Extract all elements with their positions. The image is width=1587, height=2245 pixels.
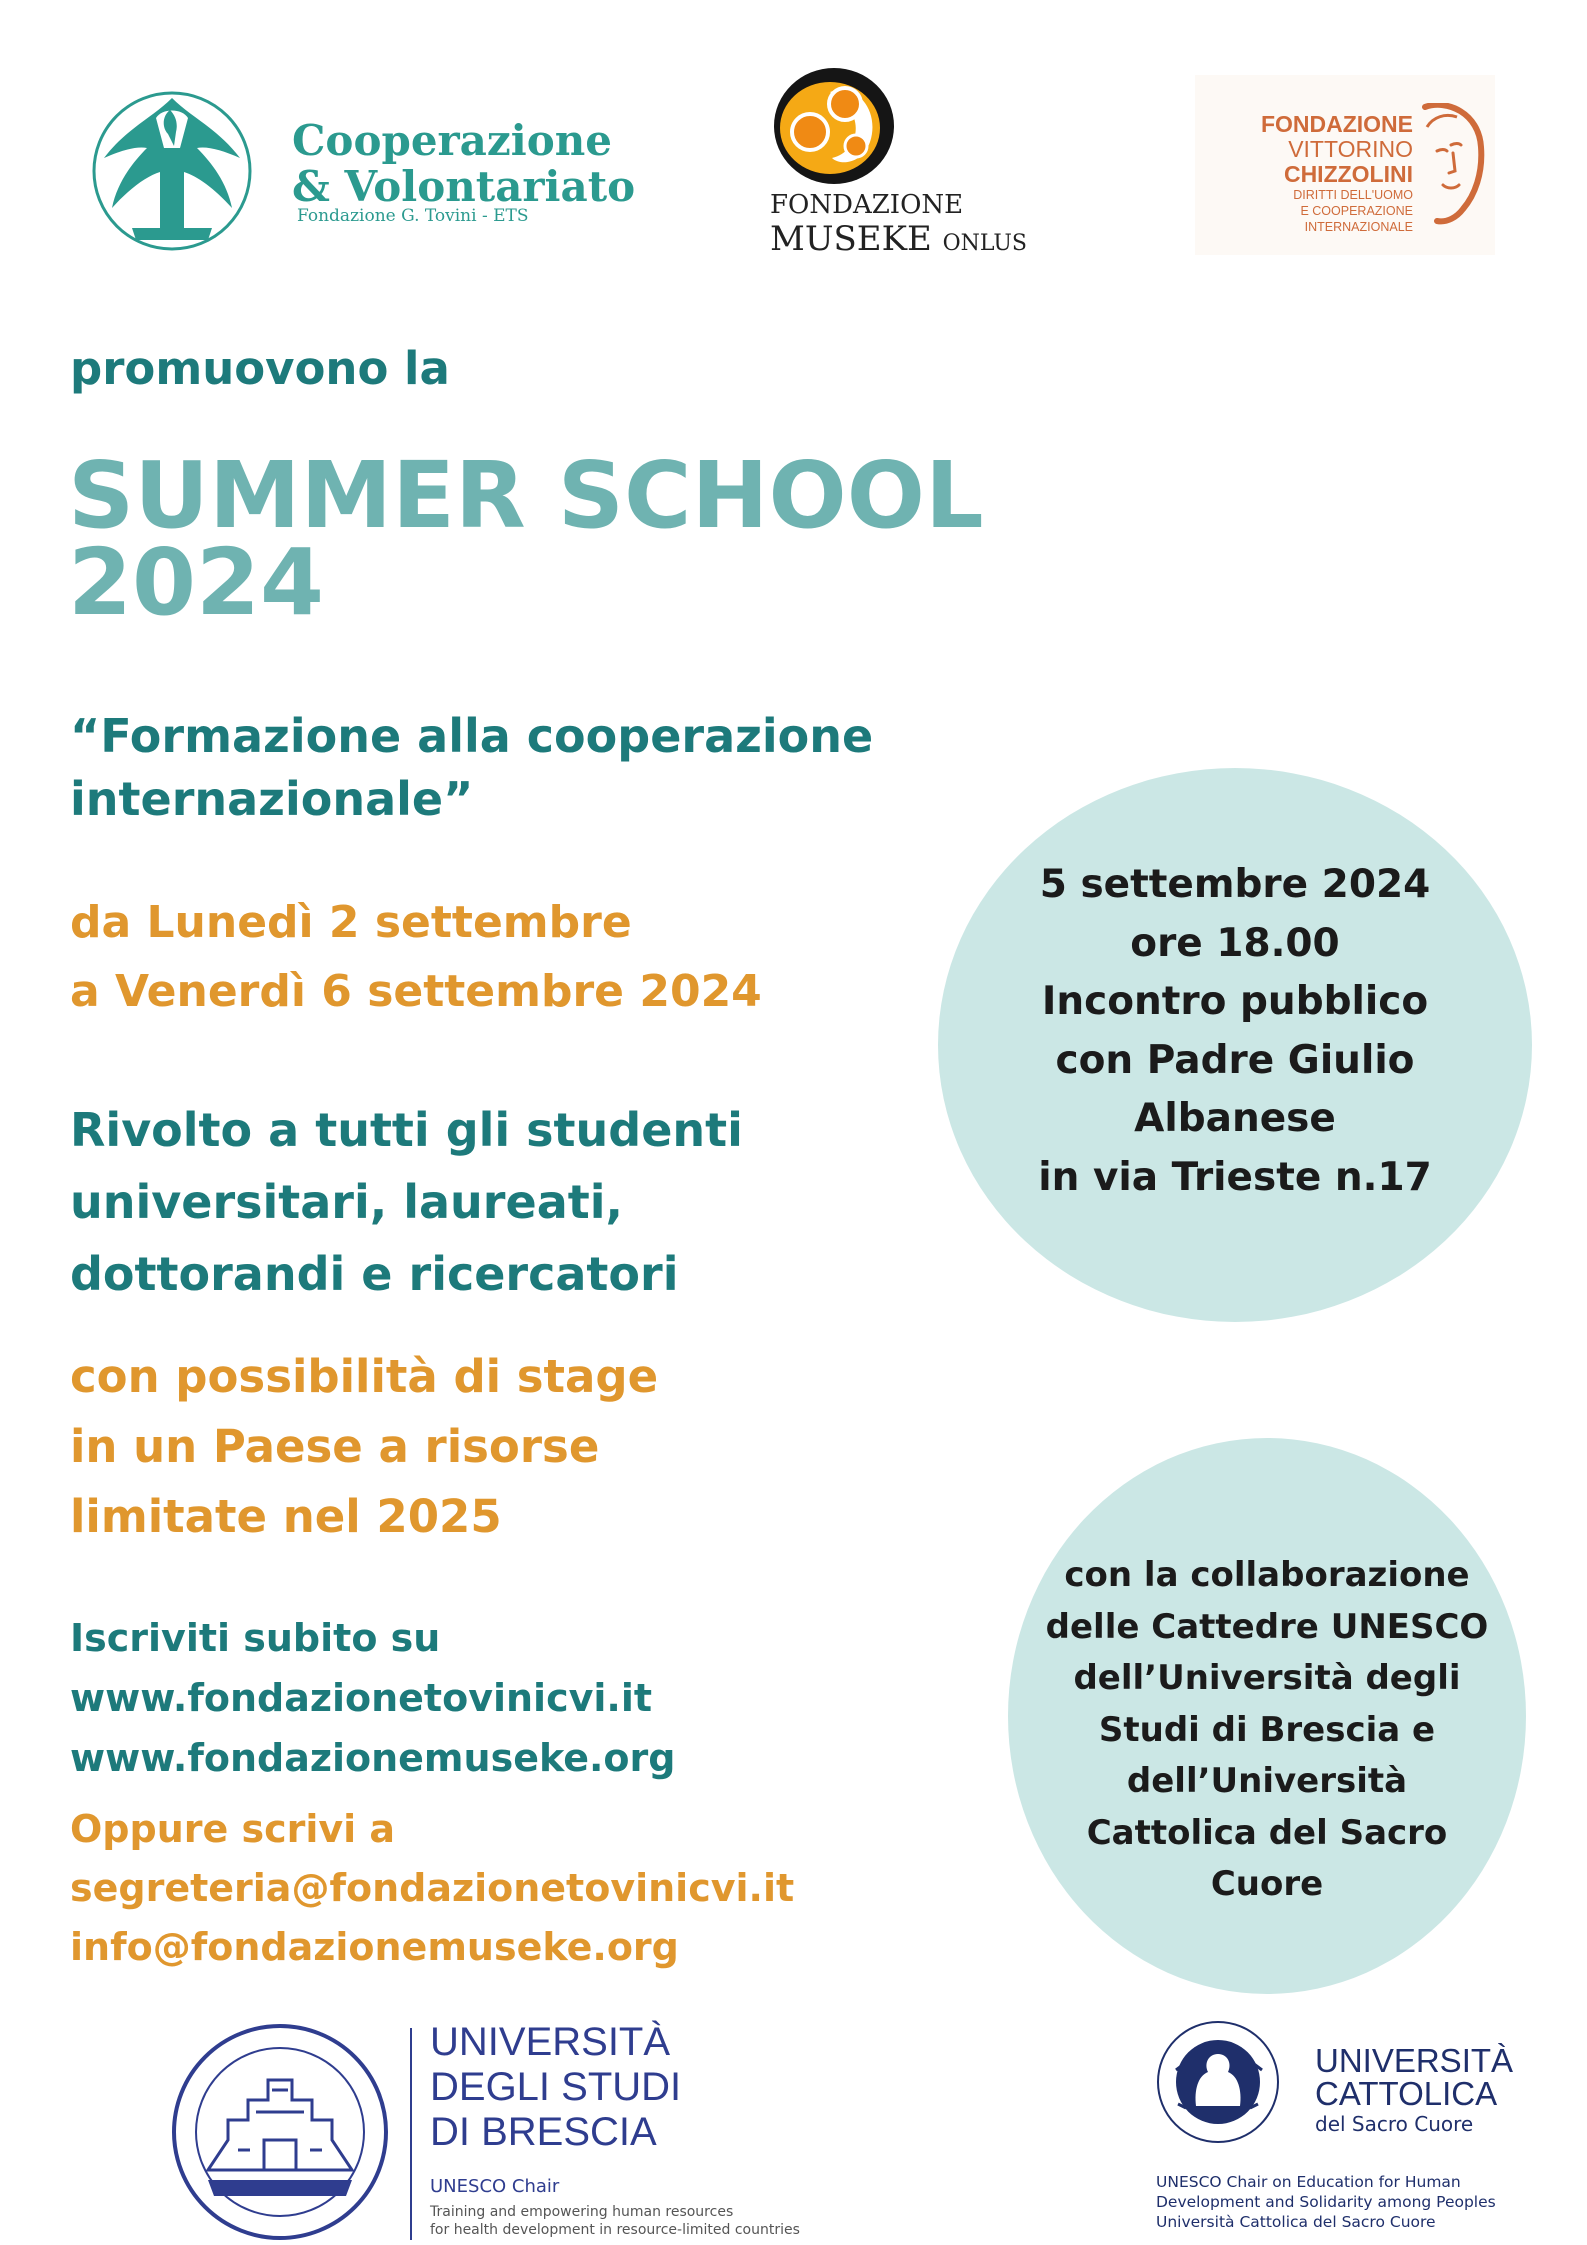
email-segreteria[interactable]: segreteria@fondazionetovinicvi.it — [70, 1866, 795, 1910]
chizz-line6: INTERNAZIONALE — [1304, 220, 1413, 234]
logo-fondazione-museke — [770, 62, 1040, 262]
logo-universita-brescia — [168, 2020, 808, 2245]
unibs-chair: UNESCO Chair — [430, 2176, 560, 2197]
course-subtitle: “Formazione alla cooperazione internazionale” — [70, 709, 874, 826]
chizz-line3: CHIZZOLINI — [1283, 161, 1413, 187]
ucsc-seal-icon — [1156, 2020, 1281, 2145]
register-label: Iscriviti subito su — [70, 1616, 441, 1660]
collaboration-circle — [1008, 1438, 1526, 1994]
unibs-seal-icon — [168, 2020, 393, 2245]
contact — [70, 1800, 794, 1977]
registration — [70, 1608, 675, 1788]
chizz-line1: FONDAZIONE — [1260, 111, 1413, 137]
target-audience: Rivolto a tutti gli studenti universitari, laureati, dottorandi e ricercatori — [70, 1103, 743, 1301]
title-line1: SUMMER SCHOOL — [68, 442, 984, 549]
logo-fondazione-chizzolini — [1195, 75, 1495, 255]
contact-label: Oppure scrivi a — [70, 1807, 396, 1851]
stage-info: con possibilità di stage in un Paese a risorse limitate nel 2025 — [70, 1350, 659, 1543]
email-info[interactable]: info@fondazionemuseke.org — [70, 1925, 679, 1969]
unibs-name: UNIVERSITÀ DEGLI STUDI DI BRESCIA — [430, 2020, 682, 2154]
chizzolini-portrait-icon — [1417, 103, 1487, 227]
course-dates: da Lunedì 2 settembre a Venerdì 6 settembre 2024 — [70, 897, 762, 1017]
intro-text: promuovono la — [70, 342, 450, 395]
main-title — [68, 442, 984, 636]
link-tovini[interactable]: www.fondazionetovinicvi.it — [70, 1676, 653, 1720]
chizz-line2: VITTORINO — [1288, 136, 1413, 162]
coop-subtitle: Fondazione G. Tovini - ETS — [297, 206, 529, 226]
chizz-line5: E COOPERAZIONE — [1300, 204, 1413, 218]
link-museke[interactable]: www.fondazionemuseke.org — [70, 1736, 676, 1780]
ucsc-chair-text: UNESCO Chair on Education for Human Development and Solidarity among Peoples Università Cattolica del Sacro Cuore — [1156, 2173, 1496, 2231]
coop-title: Cooperazione & Volontariato — [292, 116, 636, 211]
museke-line2: MUSEKE ONLUS — [770, 219, 1027, 259]
museke-line1: FONDAZIONE — [770, 190, 964, 220]
unibs-divider — [410, 2028, 412, 2240]
title-line2: 2024 — [68, 529, 325, 636]
pelican-emblem-icon — [92, 88, 252, 254]
ucsc-subtitle: del Sacro Cuore — [1315, 2112, 1474, 2136]
unibs-chair-text: Training and empowering human resources for health development in resource-limited countries — [430, 2204, 800, 2238]
museke-emblem-icon — [770, 62, 900, 187]
event-details: 5 settembre 2024 ore 18.00 Incontro pubblico con Padre Giulio Albanese in via Trieste n.17 — [1038, 862, 1432, 1200]
logo-cooperazione-volontariato — [92, 88, 636, 258]
logo-universita-cattolica — [1150, 2010, 1514, 2245]
collaboration-text: con la collaborazione delle Cattedre UNESCO dell’Università degli Studi di Brescia e dell’Università Cattolica del Sacro Cuore — [1045, 1555, 1489, 1904]
chizz-line4: DIRITTI DELL'UOMO — [1293, 188, 1413, 202]
event-circle — [938, 768, 1532, 1322]
ucsc-name: UNIVERSITÀ CATTOLICA — [1315, 2042, 1514, 2112]
